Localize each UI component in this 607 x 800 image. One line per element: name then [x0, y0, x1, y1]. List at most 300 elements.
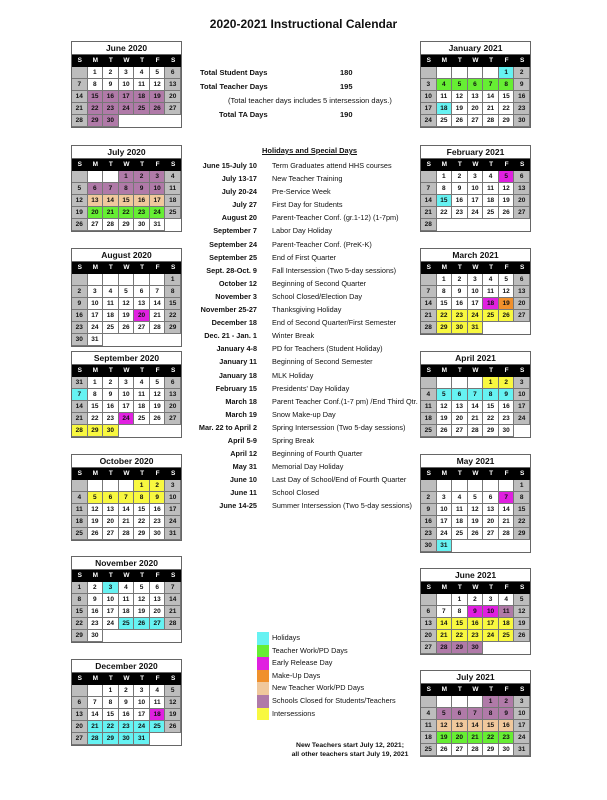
- weekday-label: S: [77, 161, 82, 168]
- calendar-empty-cell: [421, 594, 437, 606]
- weekday-label: F: [504, 57, 509, 64]
- holiday-date: January 4-8: [216, 344, 257, 354]
- holiday-row: [195, 342, 425, 355]
- calendar-empty-cell: [88, 480, 104, 492]
- calendar-day: 26: [499, 310, 515, 322]
- weekday-label: M: [441, 686, 448, 693]
- weekday-label: T: [108, 367, 113, 374]
- calendar-day: 22: [483, 732, 499, 744]
- holiday-date: Mar. 22 to April 2: [198, 422, 257, 432]
- weekday-label: M: [92, 367, 99, 374]
- calendar-day: 24: [468, 310, 484, 322]
- calendar-day: 6: [72, 697, 88, 709]
- calendar-day: 2: [514, 67, 530, 79]
- calendar-day: 28: [72, 115, 88, 127]
- weekday-label: F: [155, 470, 160, 477]
- calendar-day: 18: [103, 310, 119, 322]
- calendar-empty-cell: [103, 171, 119, 183]
- calendar-day: 17: [468, 195, 484, 207]
- calendar-day: 10: [514, 389, 530, 401]
- calendar-day: 5: [134, 582, 150, 594]
- weekday-label: W: [123, 572, 130, 579]
- calendar-day: 10: [134, 697, 150, 709]
- holiday-description: Spring Break: [272, 435, 315, 445]
- weekday-header: [72, 55, 181, 67]
- calendar-day: 28: [499, 528, 515, 540]
- calendar-day: 18: [165, 195, 181, 207]
- calendar-empty-cell: [119, 480, 135, 492]
- calendar-day: 20: [88, 207, 104, 219]
- weekday-label: M: [92, 161, 99, 168]
- calendar-day: 21: [72, 413, 88, 425]
- calendar-day: 18: [72, 516, 88, 528]
- calendar-day: 5: [165, 685, 181, 697]
- calendar-day: 16: [88, 606, 104, 618]
- calendar-day: 20: [421, 630, 437, 642]
- holiday-row: [195, 486, 425, 499]
- calendar-day: 11: [103, 298, 119, 310]
- weekday-label: T: [140, 161, 145, 168]
- calendar-empty-cell: [437, 696, 453, 708]
- calendar-day: 28: [468, 744, 484, 756]
- total-student-days-label: Total Student Days: [200, 68, 268, 77]
- weekday-label: T: [108, 57, 113, 64]
- calendar-day: 3: [483, 594, 499, 606]
- weekday-header: [421, 582, 530, 594]
- calendar-day: 21: [103, 207, 119, 219]
- calendar-day: 11: [421, 720, 437, 732]
- weekday-label: M: [92, 57, 99, 64]
- holiday-row: [195, 408, 425, 421]
- calendar-day: 22: [514, 516, 530, 528]
- calendar-day: 15: [514, 504, 530, 516]
- holiday-date: June 10: [229, 475, 257, 485]
- calendar-day: 19: [437, 413, 453, 425]
- holiday-description: Summer Intersession (Two 5-day sessions): [272, 501, 412, 511]
- month-calendar: [420, 351, 531, 438]
- calendar-day: 12: [437, 720, 453, 732]
- calendar-day: 14: [165, 594, 181, 606]
- calendar-day: 8: [88, 389, 104, 401]
- calendar-day: 4: [483, 171, 499, 183]
- weekday-label: M: [92, 675, 99, 682]
- calendar-day: 28: [165, 618, 181, 630]
- calendar-day: 9: [103, 389, 119, 401]
- calendar-day: 10: [483, 606, 499, 618]
- month-calendar: [420, 670, 531, 757]
- calendar-day: 7: [103, 183, 119, 195]
- calendar-empty-cell: [72, 274, 88, 286]
- calendar-day: 27: [514, 310, 530, 322]
- calendar-day: 31: [468, 322, 484, 334]
- calendar-day: 3: [421, 79, 437, 91]
- calendar-day: 11: [134, 389, 150, 401]
- legend-swatch: [257, 708, 269, 721]
- calendar-day: 16: [103, 91, 119, 103]
- calendar-day: 14: [421, 298, 437, 310]
- calendar-day: 12: [88, 504, 104, 516]
- calendar-day: 3: [119, 67, 135, 79]
- calendar-day: 22: [119, 207, 135, 219]
- weekday-header: [421, 55, 530, 67]
- calendar-day: 22: [499, 103, 515, 115]
- calendar-day: 8: [134, 492, 150, 504]
- calendar-day: 31: [134, 733, 150, 745]
- calendar-day: 13: [421, 618, 437, 630]
- calendar-day: 13: [165, 79, 181, 91]
- calendar-day: 13: [483, 504, 499, 516]
- holiday-description: Fall Intersession (Two 5-day sessions): [272, 265, 397, 275]
- weekday-label: F: [155, 161, 160, 168]
- calendar-day: 15: [483, 401, 499, 413]
- holiday-row: [195, 224, 425, 237]
- holiday-row: [195, 277, 425, 290]
- month-calendar: [420, 248, 531, 335]
- calendar-day: 3: [514, 696, 530, 708]
- calendar-day: 7: [468, 708, 484, 720]
- calendar-day: 25: [134, 413, 150, 425]
- calendar-day: 7: [150, 286, 166, 298]
- calendar-day: 21: [483, 103, 499, 115]
- calendar-day: 4: [452, 492, 468, 504]
- calendar-day: 29: [88, 115, 104, 127]
- calendar-day: 26: [437, 425, 453, 437]
- day-grid: [72, 274, 181, 346]
- holidays-list: [195, 159, 425, 513]
- calendar-day: 6: [514, 171, 530, 183]
- calendar-day: 2: [452, 274, 468, 286]
- calendar-day: 9: [150, 492, 166, 504]
- calendar-day: 27: [468, 115, 484, 127]
- calendar-day: 1: [452, 594, 468, 606]
- calendar-day: 2: [119, 685, 135, 697]
- calendar-day: 31: [88, 334, 104, 346]
- calendar-day: 26: [134, 618, 150, 630]
- calendar-day: 28: [150, 322, 166, 334]
- calendar-day: 6: [468, 79, 484, 91]
- calendar-day: 23: [452, 310, 468, 322]
- calendar-day: 16: [499, 720, 515, 732]
- holiday-date: December 18: [211, 318, 257, 328]
- weekday-label: T: [108, 264, 113, 271]
- calendar-day: 27: [88, 219, 104, 231]
- calendar-day: 11: [483, 183, 499, 195]
- weekday-label: T: [140, 57, 145, 64]
- calendar-day: 17: [514, 720, 530, 732]
- calendar-day: 18: [134, 401, 150, 413]
- calendar-day: 5: [499, 274, 515, 286]
- calendar-day: 26: [468, 528, 484, 540]
- weekday-label: S: [426, 686, 431, 693]
- weekday-label: S: [171, 367, 176, 374]
- weekday-label: F: [155, 675, 160, 682]
- calendar-day: 30: [88, 630, 104, 642]
- holiday-description: End of Second Quarter/First Semester: [272, 318, 397, 328]
- weekday-label: F: [504, 264, 509, 271]
- calendar-day: 4: [72, 492, 88, 504]
- calendar-day: 21: [468, 732, 484, 744]
- month-calendar: [71, 248, 182, 347]
- total-ta-days-label: Total TA Days: [219, 110, 268, 119]
- calendar-day: 21: [468, 413, 484, 425]
- calendar-day: 10: [119, 389, 135, 401]
- holiday-date: July 20-24: [221, 187, 257, 197]
- calendar-day: 17: [134, 709, 150, 721]
- calendar-day: 7: [468, 389, 484, 401]
- calendar-day: 24: [165, 516, 181, 528]
- calendar-day: 26: [165, 721, 181, 733]
- holiday-row: [195, 395, 425, 408]
- calendar-day: 11: [437, 91, 453, 103]
- weekday-label: F: [504, 470, 509, 477]
- calendar-day: 19: [134, 606, 150, 618]
- calendar-day: 23: [499, 732, 515, 744]
- weekday-label: S: [77, 572, 82, 579]
- calendar-day: 14: [88, 709, 104, 721]
- calendar-day: 8: [88, 79, 104, 91]
- calendar-day: 13: [134, 298, 150, 310]
- calendar-empty-cell: [468, 377, 484, 389]
- calendar-day: 27: [165, 103, 181, 115]
- calendar-day: 9: [103, 79, 119, 91]
- weekday-label: F: [155, 264, 160, 271]
- calendar-day: 16: [421, 516, 437, 528]
- holiday-row: [195, 460, 425, 473]
- calendar-day: 25: [72, 528, 88, 540]
- day-grid: [421, 696, 530, 756]
- calendar-day: 18: [452, 516, 468, 528]
- holiday-date: November 25-27: [200, 305, 257, 315]
- calendar-day: 29: [134, 528, 150, 540]
- holiday-description: Beginning of Second Semester: [272, 357, 373, 367]
- teacher-days-note: (Total teacher days includes 5 intersession days.): [228, 96, 392, 105]
- weekday-label: S: [520, 57, 525, 64]
- holiday-date: September 25: [209, 252, 257, 262]
- calendar-day: 10: [421, 91, 437, 103]
- calendar-day: 30: [134, 219, 150, 231]
- calendar-day: 17: [165, 504, 181, 516]
- calendar-day: 4: [119, 582, 135, 594]
- month-title: May 2021: [421, 455, 530, 468]
- weekday-label: W: [472, 367, 479, 374]
- weekday-label: S: [77, 470, 82, 477]
- weekday-header: [72, 468, 181, 480]
- calendar-day: 6: [88, 183, 104, 195]
- holiday-description: Labor Day Holiday: [272, 226, 333, 236]
- day-grid: [72, 67, 181, 127]
- calendar-empty-cell: [150, 274, 166, 286]
- calendar-day: 22: [72, 618, 88, 630]
- calendar-day: 11: [134, 79, 150, 91]
- calendar-day: 27: [134, 322, 150, 334]
- holiday-description: Spring Intersession (Two 5-day sessions): [272, 422, 406, 432]
- calendar-day: 13: [103, 504, 119, 516]
- calendar-day: 19: [499, 298, 515, 310]
- weekday-header: [72, 570, 181, 582]
- calendar-day: 9: [421, 504, 437, 516]
- calendar-day: 26: [150, 413, 166, 425]
- page-title: 2020-2021 Instructional Calendar: [209, 17, 398, 31]
- calendar-empty-cell: [437, 480, 453, 492]
- calendar-day: 29: [88, 425, 104, 437]
- calendar-day: 8: [483, 389, 499, 401]
- calendar-day: 12: [468, 504, 484, 516]
- calendar-day: 20: [103, 516, 119, 528]
- weekday-label: F: [504, 367, 509, 374]
- weekday-header: [421, 262, 530, 274]
- calendar-day: 12: [134, 594, 150, 606]
- calendar-day: 1: [134, 480, 150, 492]
- holiday-date: September 24: [209, 239, 257, 249]
- weekday-label: F: [155, 367, 160, 374]
- calendar-day: 6: [150, 582, 166, 594]
- calendar-day: 29: [437, 322, 453, 334]
- calendar-day: 8: [499, 79, 515, 91]
- calendar-day: 8: [72, 594, 88, 606]
- calendar-day: 28: [421, 219, 437, 231]
- calendar-day: 2: [468, 594, 484, 606]
- calendar-day: 22: [134, 516, 150, 528]
- weekday-label: S: [520, 584, 525, 591]
- day-grid: [72, 582, 181, 642]
- calendar-day: 8: [437, 286, 453, 298]
- calendar-day: 30: [103, 425, 119, 437]
- calendar-day: 14: [103, 195, 119, 207]
- calendar-empty-cell: [483, 480, 499, 492]
- calendar-day: 30: [421, 540, 437, 552]
- calendar-day: 14: [483, 91, 499, 103]
- calendar-day: 29: [72, 630, 88, 642]
- calendar-day: 4: [437, 79, 453, 91]
- calendar-day: 7: [165, 582, 181, 594]
- month-title: June 2021: [421, 569, 530, 582]
- legend-swatch: [257, 645, 269, 658]
- calendar-day: 19: [437, 732, 453, 744]
- calendar-day: 16: [499, 401, 515, 413]
- calendar-day: 2: [421, 492, 437, 504]
- calendar-day: 4: [134, 67, 150, 79]
- calendar-day: 17: [421, 103, 437, 115]
- holiday-description: Parent-Teacher Conf. (gr.1-12) (1-7pm): [272, 213, 399, 223]
- calendar-day: 19: [165, 709, 181, 721]
- calendar-day: 25: [103, 322, 119, 334]
- calendar-day: 2: [452, 171, 468, 183]
- weekday-label: S: [77, 57, 82, 64]
- calendar-empty-cell: [88, 171, 104, 183]
- holiday-description: Pre-Service Week: [272, 187, 331, 197]
- calendar-day: 27: [72, 733, 88, 745]
- calendar-day: 27: [165, 413, 181, 425]
- calendar-day: 20: [150, 606, 166, 618]
- calendar-day: 26: [514, 630, 530, 642]
- calendar-day: 14: [119, 504, 135, 516]
- weekday-label: S: [426, 470, 431, 477]
- month-calendar: [420, 41, 531, 128]
- holiday-date: August 20: [221, 213, 257, 223]
- calendar-day: 15: [483, 720, 499, 732]
- weekday-label: T: [457, 264, 462, 271]
- weekday-label: T: [489, 367, 494, 374]
- calendar-day: 7: [88, 697, 104, 709]
- calendar-day: 16: [119, 709, 135, 721]
- calendar-day: 24: [468, 207, 484, 219]
- calendar-day: 8: [165, 286, 181, 298]
- calendar-day: 13: [468, 91, 484, 103]
- calendar-day: 11: [119, 594, 135, 606]
- weekday-label: T: [108, 470, 113, 477]
- holiday-date: Dec. 21 - Jan. 1: [204, 331, 257, 341]
- calendar-day: 17: [483, 618, 499, 630]
- calendar-day: 9: [468, 606, 484, 618]
- calendar-day: 11: [452, 504, 468, 516]
- calendar-empty-cell: [452, 480, 468, 492]
- calendar-day: 11: [421, 401, 437, 413]
- weekday-label: M: [441, 470, 448, 477]
- day-grid: [72, 685, 181, 745]
- calendar-day: 24: [437, 528, 453, 540]
- calendar-day: 28: [421, 322, 437, 334]
- holiday-row: [195, 159, 425, 172]
- month-calendar: [71, 659, 182, 746]
- month-calendar: [71, 145, 182, 232]
- day-grid: [421, 67, 530, 127]
- calendar-day: 3: [103, 582, 119, 594]
- legend-swatch: [257, 657, 269, 670]
- calendar-day: 29: [119, 219, 135, 231]
- weekday-header: [72, 262, 181, 274]
- calendar-day: 24: [514, 732, 530, 744]
- holiday-date: November 3: [215, 291, 257, 301]
- calendar-empty-cell: [452, 696, 468, 708]
- calendar-day: 19: [119, 310, 135, 322]
- holiday-row: [195, 316, 425, 329]
- calendar-day: 21: [499, 516, 515, 528]
- calendar-day: 3: [437, 492, 453, 504]
- calendar-day: 3: [119, 377, 135, 389]
- calendar-day: 18: [437, 103, 453, 115]
- calendar-day: 14: [468, 401, 484, 413]
- month-title: July 2021: [421, 671, 530, 684]
- calendar-day: 7: [437, 606, 453, 618]
- calendar-day: 15: [437, 298, 453, 310]
- calendar-day: 2: [103, 67, 119, 79]
- holiday-description: Parent Teacher Conf.(1-7 pm) /End Third Qtr.: [272, 396, 418, 406]
- calendar-day: 13: [165, 389, 181, 401]
- holiday-date: January 11: [219, 357, 257, 367]
- holiday-date: May 31: [232, 462, 257, 472]
- holiday-date: February 15: [215, 383, 257, 393]
- calendar-day: 27: [421, 642, 437, 654]
- calendar-day: 6: [514, 274, 530, 286]
- calendar-day: 16: [452, 195, 468, 207]
- calendar-empty-cell: [499, 480, 515, 492]
- calendar-day: 12: [514, 606, 530, 618]
- calendar-day: 9: [452, 286, 468, 298]
- weekday-label: W: [472, 264, 479, 271]
- calendar-day: 6: [103, 492, 119, 504]
- calendar-day: 7: [421, 183, 437, 195]
- calendar-day: 25: [483, 310, 499, 322]
- calendar-day: 3: [514, 377, 530, 389]
- calendar-day: 25: [150, 721, 166, 733]
- weekday-label: S: [171, 470, 176, 477]
- calendar-day: 30: [499, 425, 515, 437]
- calendar-day: 26: [150, 103, 166, 115]
- calendar-day: 13: [150, 594, 166, 606]
- holiday-date: October 12: [218, 278, 257, 288]
- day-grid: [72, 171, 181, 231]
- calendar-day: 16: [134, 195, 150, 207]
